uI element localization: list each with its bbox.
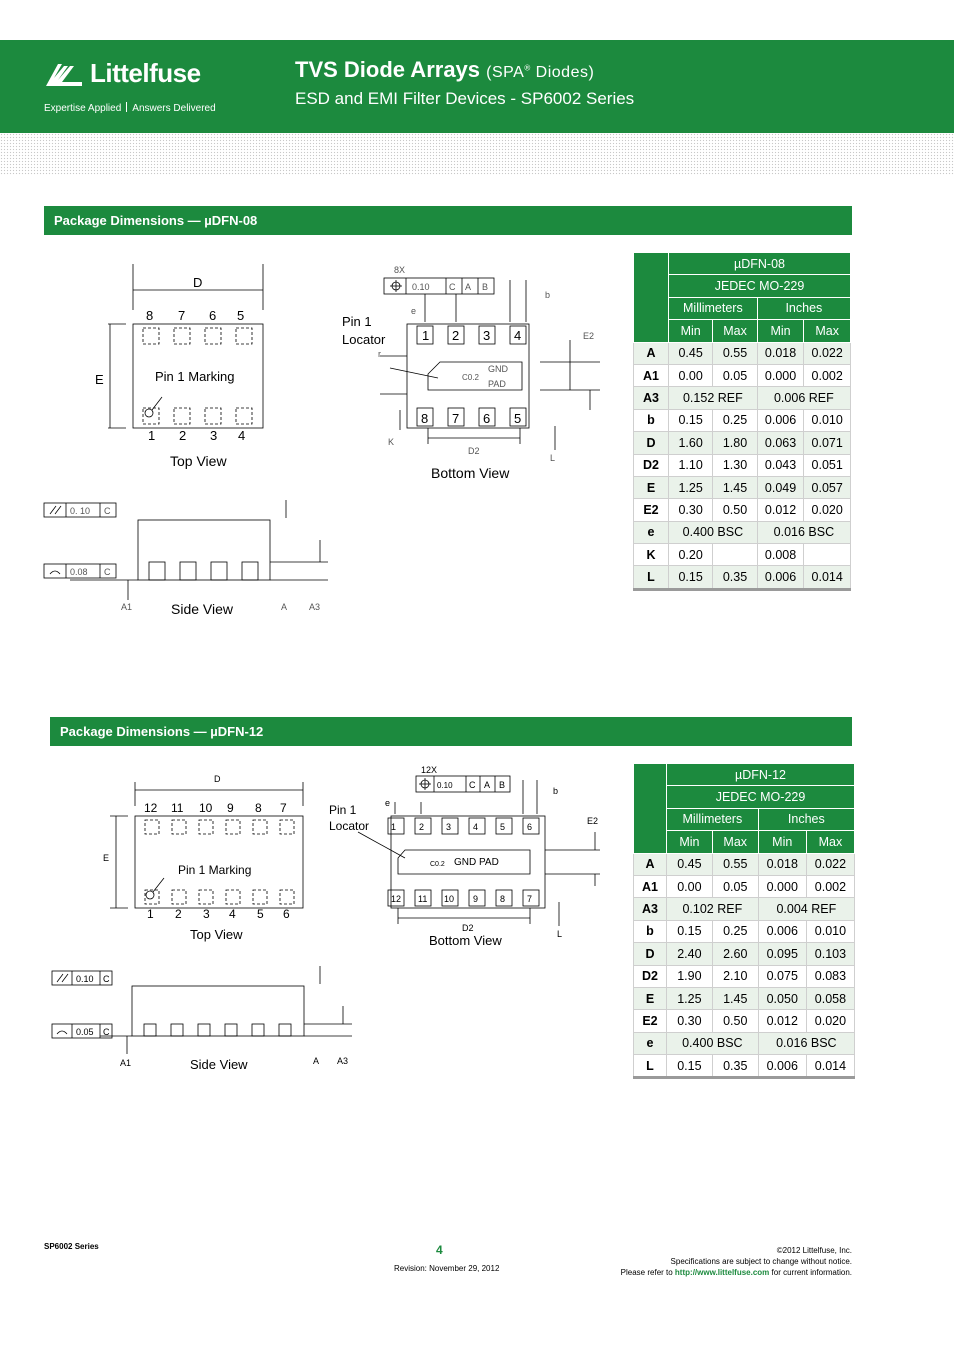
dimension-value: 0.071 (804, 432, 851, 454)
table-unit-mm: Millimeters (669, 297, 758, 319)
dimension-value: 1.80 (713, 432, 757, 454)
table-row (634, 1032, 855, 1054)
dimension-value: 0.15 (667, 920, 713, 942)
dimension-value: 0.075 (758, 965, 806, 987)
dim-d-label: D (193, 275, 203, 290)
flatness-value: 0.10 (76, 974, 94, 984)
pin-label: 11 (418, 894, 428, 904)
dimension-value: 0.016 BSC (757, 521, 850, 543)
top-view-caption: Top View (170, 453, 227, 469)
pin-label: 3 (203, 907, 210, 921)
pin-label: 6 (483, 411, 491, 426)
pin-label: 11 (171, 801, 184, 815)
pin-label: 6 (283, 907, 290, 921)
dimension-value: 0.00 (667, 875, 713, 897)
datum-ref: B (499, 780, 506, 790)
dimension-symbol: A3 (634, 387, 669, 409)
dimension-table-udfn08: µDFN-08 JEDEC MO-229 Millimeters Inches Min Max Min Max A 0.45 0.55 0.018 0.022 A1 0.00 0.05 0.000 0.002 A3 0.152 REF 0.006 REF b 0.15 0.25 0.006 0.010 D 1.60 1.80 0.063 0.071 D2 1.10 1.30 0.043 0.051 E 1.25 1.45 0.049 0.057 E2 0.30 0.50 0.012 0.020 e 0.400 BSC 0.016 BSC K 0.20 0.008 L 0.15 0.35 0.006 0.014 (633, 252, 851, 591)
table-row (634, 387, 851, 409)
table-row (634, 875, 855, 897)
page-header (0, 40, 954, 133)
dimension-value: 0.25 (713, 409, 757, 431)
dimension-value: 0.016 BSC (758, 1032, 854, 1054)
dimension-value: 0.022 (804, 342, 851, 364)
footer-series: SP6002 Series (44, 1242, 99, 1251)
dimension-value: 2.40 (667, 943, 713, 965)
dimension-symbol: D (634, 943, 667, 965)
table-row (634, 521, 851, 543)
flatness-ref: C (103, 974, 110, 984)
pin-label: 10 (444, 894, 455, 904)
dim-e-pitch-label: e (385, 798, 391, 808)
top-view-body (135, 816, 303, 908)
littelfuse-logo-icon (44, 60, 84, 88)
dimension-symbol: L (634, 566, 669, 589)
dimension-value: 0.15 (669, 566, 713, 589)
dimension-value: 1.60 (669, 432, 713, 454)
dimension-value: 0.018 (758, 853, 806, 875)
dimension-symbol: E2 (634, 1010, 667, 1032)
table-row (634, 898, 855, 920)
dimension-value: 0.20 (669, 544, 713, 566)
table-row (634, 920, 855, 942)
dim-a3-label: A3 (337, 1056, 349, 1066)
dimension-value: 0.000 (757, 364, 804, 386)
page-title (295, 57, 594, 83)
dimension-value (804, 544, 851, 566)
dimension-value: 0.051 (804, 454, 851, 476)
pin-label: 7 (527, 894, 533, 904)
dimension-value: 0.014 (804, 566, 851, 589)
table-row (634, 1055, 855, 1078)
pin1-marking-label: Pin 1 Marking (178, 863, 252, 877)
brand-name: Littelfuse (90, 58, 201, 88)
side-view-caption: Side View (171, 601, 234, 617)
footer-revision: Revision: November 29, 2012 (394, 1264, 500, 1273)
table-row (634, 544, 851, 566)
pin-label: 3 (483, 328, 491, 343)
dim-a-label: A (281, 602, 288, 612)
pin-label: 8 (255, 801, 262, 815)
count-label: 8X (394, 265, 406, 275)
dimension-value: 0.020 (806, 1010, 854, 1032)
pin-label: 6 (527, 822, 533, 832)
pin-label: 5 (514, 411, 522, 426)
dim-d-label: D (214, 774, 221, 784)
dim-l-label: L (550, 453, 556, 463)
dimension-value: 1.45 (713, 476, 757, 498)
pin-label: 3 (210, 428, 218, 443)
dim-d2-label: D2 (468, 446, 480, 456)
tagline-left: Expertise Applied (44, 103, 122, 114)
dimension-value: 0.008 (757, 544, 804, 566)
datum-ref: C (449, 282, 456, 292)
dimension-value: 0.15 (669, 409, 713, 431)
pin-label: 12 (144, 801, 158, 815)
dimension-symbol: b (634, 920, 667, 942)
pin-label: 1 (147, 907, 154, 921)
count-label: 12X (421, 765, 438, 775)
dimension-value: 0.002 (804, 364, 851, 386)
dimension-symbol: e (634, 521, 669, 543)
dim-a3-label: A3 (309, 602, 321, 612)
dimension-symbol: A3 (634, 898, 667, 920)
dim-b-label: b (545, 290, 551, 300)
table-row (634, 432, 851, 454)
dimension-value: 0.50 (712, 1010, 758, 1032)
dimension-value: 0.05 (713, 364, 757, 386)
pin-label: 4 (238, 428, 246, 443)
pin1-locator-label: Locator (342, 332, 386, 347)
dimension-symbol: e (634, 1032, 667, 1054)
table-row (634, 943, 855, 965)
dimension-value: 0.095 (758, 943, 806, 965)
gnd-pad-label: GND (488, 364, 508, 374)
pin-label: 2 (175, 907, 182, 921)
dimension-value: 0.063 (757, 432, 804, 454)
datum-ref: A (465, 282, 472, 292)
section-title-udfn08: Package Dimensions — µDFN-08 (44, 206, 852, 235)
footer-notice: Specifications are subject to change without notice. (670, 1257, 852, 1266)
tolerance-label: 0.10 (437, 781, 453, 790)
dimension-value: 0.400 BSC (669, 521, 758, 543)
dimension-value: 0.05 (712, 875, 758, 897)
table-row (634, 476, 851, 498)
table-standard: JEDEC MO-229 (667, 786, 855, 808)
dimension-value: 0.006 REF (757, 387, 850, 409)
chamfer-label: C0.2 (462, 373, 479, 382)
pin1-locator-label: Pin 1 (329, 803, 357, 817)
chamfer-label: C0.2 (430, 861, 445, 868)
pin-label: 5 (237, 308, 245, 323)
tagline-right: Answers Delivered (132, 103, 216, 114)
coplanarity-value: 0.05 (76, 1027, 94, 1037)
header-dot-pattern (0, 133, 954, 175)
dimension-value: 0.010 (804, 409, 851, 431)
pin-label: 6 (209, 308, 217, 323)
table-package: µDFN-08 (669, 253, 851, 275)
dimension-symbol: E2 (634, 499, 669, 521)
table-row (634, 965, 855, 987)
dimension-value: 0.15 (667, 1055, 713, 1078)
pin-label: 4 (229, 907, 236, 921)
dim-e-pitch-label: e (411, 306, 417, 316)
table-row (634, 342, 851, 364)
dimension-symbol: A (634, 342, 669, 364)
dimension-symbol: A1 (634, 875, 667, 897)
table-unit-mm: Millimeters (667, 808, 759, 830)
dim-b-label: b (553, 786, 559, 796)
dimension-value: 0.35 (712, 1055, 758, 1078)
table-unit-in: Inches (758, 808, 854, 830)
dimension-value: 0.50 (713, 499, 757, 521)
pin-label: 4 (514, 328, 522, 343)
bottom-view-caption: Bottom View (431, 465, 510, 481)
dimension-value: 0.012 (758, 1010, 806, 1032)
title-main: TVS Diode Arrays (295, 57, 481, 82)
dim-d2-label: D2 (462, 923, 474, 933)
dimension-value: 1.25 (669, 476, 713, 498)
dim-l-label: L (557, 929, 563, 939)
dimension-value: 0.35 (713, 566, 757, 589)
flatness-ref: C (104, 506, 111, 516)
dimension-value: 1.90 (667, 965, 713, 987)
pin-label: 3 (446, 822, 452, 832)
pin-label: 12 (391, 894, 402, 904)
flatness-value: 0. 10 (70, 506, 91, 516)
dimension-value: 0.152 REF (669, 387, 758, 409)
dimension-value: 0.00 (669, 364, 713, 386)
pin-label: 1 (422, 328, 430, 343)
dimension-value: 0.45 (669, 342, 713, 364)
dimension-value: 2.60 (712, 943, 758, 965)
dimension-value: 0.050 (758, 987, 806, 1009)
brand-tagline (44, 102, 216, 114)
pin-label: 5 (500, 822, 506, 832)
page-subtitle: ESD and EMI Filter Devices - SP6002 Series (295, 89, 635, 108)
footer-copyright: ©2012 Littelfuse, Inc. (776, 1246, 852, 1255)
dimension-value: 0.057 (804, 476, 851, 498)
dim-r-label: r (378, 349, 381, 359)
pin-label: 7 (280, 801, 287, 815)
dim-a1-label: A1 (120, 1058, 132, 1068)
dimension-value: 0.083 (806, 965, 854, 987)
dimension-value: 0.018 (757, 342, 804, 364)
dimension-value: 0.022 (806, 853, 854, 875)
dimension-value: 0.006 (758, 1055, 806, 1078)
dimension-symbol: A (634, 853, 667, 875)
side-view-caption: Side View (190, 1057, 248, 1072)
pin-label: 8 (146, 308, 154, 323)
bottom-view-caption: Bottom View (429, 933, 502, 948)
dim-e-label: E (103, 853, 110, 863)
dimension-symbol: D2 (634, 965, 667, 987)
dimension-value: 1.10 (669, 454, 713, 476)
pin-label: 9 (227, 801, 234, 815)
table-row (634, 1010, 855, 1032)
title-sub: (SPA® Diodes) (486, 63, 595, 81)
dimension-value: 1.25 (667, 987, 713, 1009)
table-row (634, 454, 851, 476)
dimension-symbol: D2 (634, 454, 669, 476)
dimension-value: 0.102 REF (667, 898, 759, 920)
dimension-value (713, 544, 757, 566)
dimension-value: 0.004 REF (758, 898, 854, 920)
littelfuse-website-link[interactable]: http://www.littelfuse.com (674, 1268, 770, 1277)
dimension-value: 0.002 (806, 875, 854, 897)
pin-label: 2 (419, 822, 425, 832)
dimension-value: 1.30 (713, 454, 757, 476)
pin-label: 5 (257, 907, 264, 921)
table-row (634, 409, 851, 431)
pin-label: 7 (178, 308, 186, 323)
page-number: 4 (436, 1243, 443, 1257)
pin-label: 1 (391, 822, 397, 832)
dimension-value: 0.55 (713, 342, 757, 364)
dimension-value: 0.55 (712, 853, 758, 875)
pin-label: 8 (500, 894, 506, 904)
table-row (634, 566, 851, 589)
dimension-value: 0.30 (667, 1010, 713, 1032)
dimension-value: 0.049 (757, 476, 804, 498)
datum-ref: B (482, 282, 489, 292)
dimension-table-udfn12: µDFN-12 JEDEC MO-229 Millimeters Inches Min Max Min Max A 0.45 0.55 0.018 0.022 A1 0.00 0.05 0.000 0.002 A3 0.102 REF 0.004 REF b 0.15 0.25 0.006 0.010 D 2.40 2.60 0.095 0.103 D2 1.90 2.10 0.075 0.083 E 1.25 1.45 0.050 0.058 E2 0.30 0.50 0.012 0.020 e 0.400 BSC 0.016 BSC L 0.15 0.35 0.006 0.014 (633, 763, 855, 1079)
dimension-symbol: A1 (634, 364, 669, 386)
dimension-symbol: L (634, 1055, 667, 1078)
pin1-locator-label: Locator (329, 819, 370, 833)
dimension-value: 0.30 (669, 499, 713, 521)
coplanarity-value: 0.08 (70, 567, 88, 577)
pin-label: 1 (148, 428, 156, 443)
tolerance-label: 0.10 (412, 282, 430, 292)
datum-ref: A (484, 780, 491, 790)
dimension-value: 0.45 (667, 853, 713, 875)
top-view-caption: Top View (190, 927, 243, 942)
table-unit-in: Inches (757, 297, 850, 319)
dimension-value: 0.006 (757, 409, 804, 431)
side-view-body (138, 520, 270, 580)
pin1-locator-label: Pin 1 (342, 314, 372, 329)
dimension-value: 0.020 (804, 499, 851, 521)
dim-a1-label: A1 (121, 602, 133, 612)
pin-label: 9 (473, 894, 479, 904)
dimension-value: 0.014 (806, 1055, 854, 1078)
pin-label: 7 (452, 411, 460, 426)
dimension-value: 0.043 (757, 454, 804, 476)
dim-a-label: A (313, 1056, 320, 1066)
dimension-value: 0.058 (806, 987, 854, 1009)
pin-label: 4 (473, 822, 479, 832)
dim-k-label: K (388, 437, 395, 447)
dimension-value: 0.25 (712, 920, 758, 942)
dimension-symbol: b (634, 409, 669, 431)
dimension-symbol: E (634, 987, 667, 1009)
dimension-symbol: K (634, 544, 669, 566)
table-standard: JEDEC MO-229 (669, 275, 851, 297)
footer-refer: Please refer to http://www.littelfuse.com for current information. (620, 1268, 852, 1277)
dim-e2-label: E2 (583, 331, 595, 341)
gnd-pad-label: PAD (488, 379, 506, 389)
dimension-value: 0.400 BSC (667, 1032, 759, 1054)
table-row (634, 853, 855, 875)
pin-label: 8 (421, 411, 429, 426)
side-view-body (132, 986, 304, 1036)
dimension-value: 0.103 (806, 943, 854, 965)
pin-label: 2 (179, 428, 187, 443)
dimension-symbol: E (634, 476, 669, 498)
dimension-value: 0.006 (757, 566, 804, 589)
pin-label: 10 (199, 801, 213, 815)
pin1-marking-label: Pin 1 Marking (155, 369, 235, 384)
gnd-pad-label: GND PAD (454, 857, 499, 868)
dimension-value: 0.010 (806, 920, 854, 942)
dimension-value: 0.000 (758, 875, 806, 897)
dimension-value: 0.006 (758, 920, 806, 942)
dim-e-label: E (95, 372, 104, 387)
udfn12-drawing (40, 762, 630, 1082)
udfn08-drawing (30, 250, 620, 630)
table-row (634, 364, 851, 386)
dimension-value: 0.012 (757, 499, 804, 521)
table-row (634, 499, 851, 521)
table-row (634, 987, 855, 1009)
dimension-value: 2.10 (712, 965, 758, 987)
section-title-udfn12: Package Dimensions — µDFN-12 (50, 717, 852, 746)
table-package: µDFN-12 (667, 764, 855, 786)
dimension-value: 1.45 (712, 987, 758, 1009)
footer-legal (532, 1245, 852, 1278)
coplanarity-ref: C (103, 1027, 110, 1037)
coplanarity-ref: C (104, 567, 111, 577)
dimension-symbol: D (634, 432, 669, 454)
pin-label: 2 (452, 328, 460, 343)
dim-e2-label: E2 (587, 816, 599, 826)
datum-ref: C (469, 780, 476, 790)
